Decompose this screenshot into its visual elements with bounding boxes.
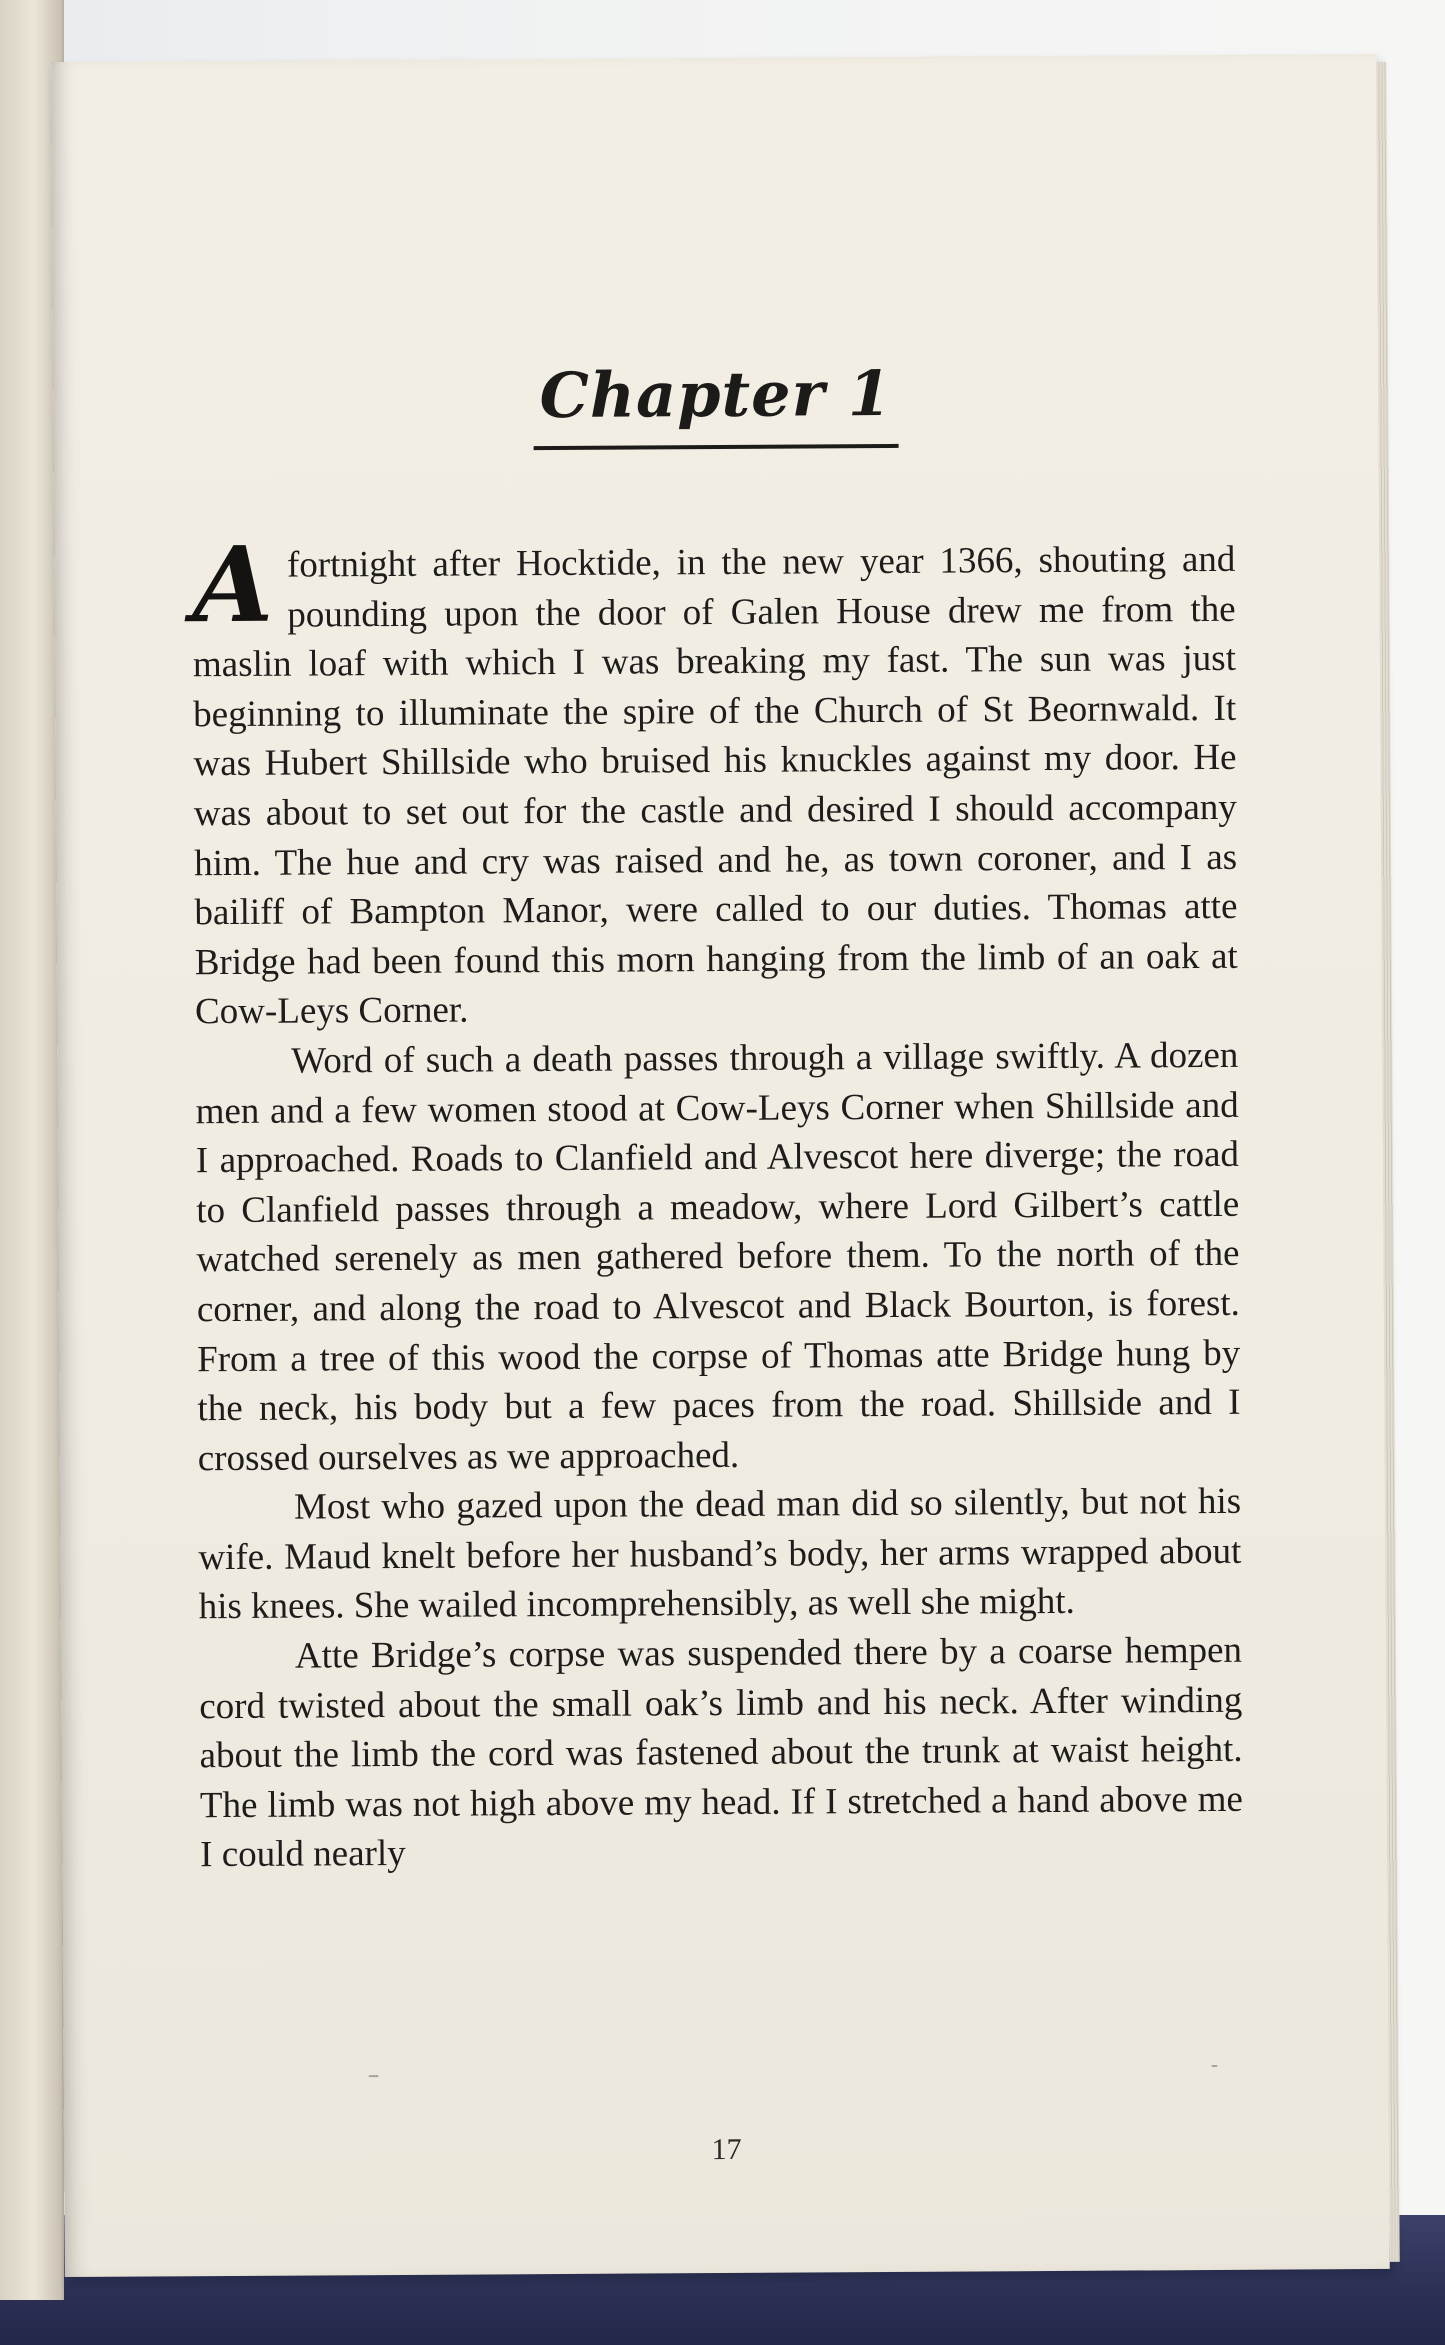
paragraph-4: Atte Bridge’s corpse was suspended there by a coarse hempen cord twisted about the small oak’s limb and his neck. After winding about the limb the cord was fastened about the trunk at waist height. The limb was not high above my head. If I stretched a hand above me I could nearly	[199, 1629, 1244, 1876]
page-number: 17	[711, 2132, 742, 2167]
paragraph-3: Most who gazed upon the dead man did so silently, but not his wife. Maud knelt before her husband’s body, her arms wrapped about his knees. She wailed incomprehensibly, as well she might.	[198, 1481, 1242, 1628]
chapter-heading	[53, 354, 1379, 453]
paragraph-1-text: fortnight after Hocktide, in the new year 1366, shouting and pounding upon the door of Galen House drew me from the maslin loaf with which I was breaking my fast. The sun was just beginning to illuminate the spire of the Church of St Beornwald. It was Hubert Shillside who bruised his knuckles against my door. He was about to set out for the castle and desired I should accompany him. The hue and cry was raised and he, as town coroner, and I as bailiff of Bampton Manor, were called to our duties. Thomas atte Bridge had been found this morn hanging from the limb of an oak at Cow-Leys Corner.	[192, 538, 1238, 1033]
page-stack-edge	[1376, 62, 1399, 2262]
paragraph-2: Word of such a death passes through a village swiftly. A dozen men and a few women stood at Cow-Leys Corner when Shillside and I approached. Roads to Clanfield and Alvescot here diverge; the road to Clanfield passes through a meadow, where Lord Gilbert’s cattle watched serenely as men gathered before them. To the north of the corner, and along the road to Alvescot and Black Bourton, is forest. From a tree of this wood the corpse of Thomas atte Bridge hung by the neck, his body but a few paces from the road. Shillside and I crossed ourselves as we approached.	[195, 1034, 1241, 1479]
pencil-mark	[1212, 2065, 1218, 2067]
pencil-mark	[369, 2075, 379, 2077]
chapter-title: Chapter 1	[533, 357, 898, 450]
book-page	[51, 54, 1390, 2277]
drop-cap: A	[192, 522, 274, 647]
paragraph-1	[192, 522, 1238, 1037]
body-text	[192, 522, 1244, 1880]
